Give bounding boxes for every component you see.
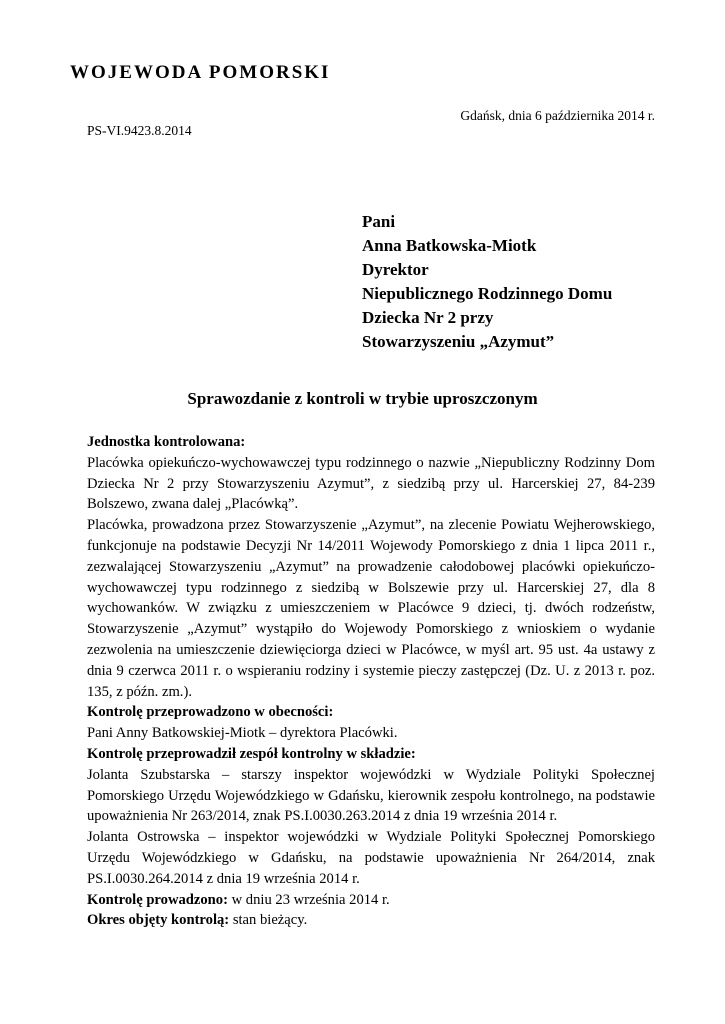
unit-paragraph-2: Placówka, prowadzona przez Stowarzyszenie „Azymut”, na zlecenie Powiatu Wejherowskiego, funkcjonuje na podstawie Decyzji Nr 14/2011 Wojewody Pomorskiego z dnia 1 lipca 2011 r., zezwalającej Stowarzyszeniu „Azymut” na prowadzenie całodobowej placówki opiekuńczo-wychowawczej typu rodzinnego z siedzibą w Bolszewie przy ul. Harcerskiej 27, dla 8 wychowanków. W związku z umieszczeniem w Placówce 9 dzieci, tj. dwóch rodzeństw, Stowarzyszenie „Azymut” wystąpiło do Wojewody Pomorskiego z wnioskiem o wydanie zezwolenia na umieszczenie dziewięciorga dzieci w Placówce, w myśl art. 95 ust. 4a ustawy z dnia 9 czerwca 2011 r. o wspieraniu rodziny i systemie pieczy zastępczej (Dz. U. z 2013 r. poz. 135, z późn. zm.). <box>87 517 655 700</box>
presence-text: Pani Anny Batkowskiej-Miotk – dyrektora Placówki. <box>87 725 398 742</box>
presence-heading: Kontrolę przeprowadzono w obecności: <box>87 704 334 721</box>
recipient-line: Anna Batkowska-Miotk <box>362 236 537 255</box>
date-line: Gdańsk, dnia 6 października 2014 r. <box>460 108 655 123</box>
document-title: Sprawozdanie z kontroli w trybie uproszczonym <box>187 389 538 408</box>
period-line <box>87 910 655 931</box>
period-value: stan bieżący. <box>232 912 308 929</box>
conducted-label: Kontrolę prowadzono: <box>87 891 228 908</box>
recipient-block <box>362 210 612 354</box>
team-member-2: Jolanta Ostrowska – inspektor wojewódzki w Wydziale Polityki Społecznej Pomorskiego Urzędu Wojewódzkiego w Gdańsku, na podstawie upoważnienia Nr 264/2014, znak PS.I.0030.264.2014 z dnia 19 września 2014 r. <box>87 829 655 887</box>
document-body <box>87 432 655 931</box>
conducted-line <box>87 890 655 911</box>
unit-paragraph-1: Placówka opiekuńczo-wychowawczej typu rodzinnego o nazwie „Niepubliczny Rodzinny Dom Dziecka Nr 2 przy Stowarzyszeniu Azymut”, z siedzibą przy ul. Harcerskiej 27, 84-239 Bolszewo, zwana dalej „Placówką”. <box>87 454 655 513</box>
recipient-line: Pani <box>362 212 396 231</box>
recipient-line: Dyrektor <box>362 260 429 279</box>
conducted-value: w dniu 23 września 2014 r. <box>231 891 390 908</box>
period-label: Okres objęty kontrolą: <box>87 912 230 929</box>
recipient-line: Niepublicznego Rodzinnego Domu <box>362 284 613 303</box>
issuer-title: WOJEWODA POMORSKI <box>70 62 331 83</box>
team-member-1: Jolanta Szubstarska – starszy inspektor wojewódzki w Wydziale Polityki Społecznej Pomorskiego Urzędu Wojewódzkiego w Gdańsku, kierownik zespołu kontrolnego, na podstawie upoważnienia Nr 263/2014, znak PS.I.0030.263.2014 z dnia 19 września 2014 r. <box>87 766 655 825</box>
unit-heading: Jednostka kontrolowana: <box>87 434 246 450</box>
recipient-line: Dziecka Nr 2 przy <box>362 308 494 327</box>
reference-number: PS-VI.9423.8.2014 <box>87 123 192 138</box>
recipient-line: Stowarzyszeniu „Azymut” <box>362 332 555 351</box>
team-heading: Kontrolę przeprowadził zespół kontrolny w składzie: <box>87 745 416 762</box>
